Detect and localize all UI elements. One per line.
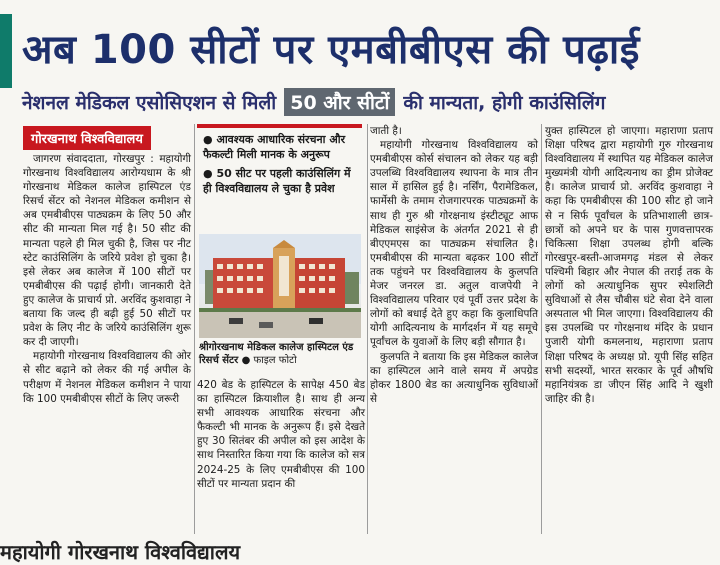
subheadline-before: नेशनल मेडिकल एसोसिएशन से मिली (22, 92, 277, 114)
paragraph: जाती है। (370, 125, 402, 137)
photo-credit: ● फाइल फोटो (241, 355, 297, 366)
column-3 (370, 124, 538, 406)
paragraph: कुलपति ने बताया कि इस मेडिकल कालेज का हास्पिटल आने वाले समय में अपग्रेड होकर 1800 बेड का अत्याधुनिक सुविधाओं से (370, 350, 538, 405)
paragraph: महायोगी गोरखनाथ विश्वविद्यालय की ओर से सीट बढ़ाने को लेकर की गई अपील के परीक्षण में नेशनल मेडिकल कमीशन ने पाया कि 100 एमबीबीएस सीटों के लिए जरूरी (23, 350, 191, 405)
college-photo (199, 234, 361, 338)
highlight-point: ● आवश्यक आधारिक संरचना और फैकल्टी मिली मानक के अनुरूप (203, 133, 346, 161)
headline: अब 100 सीटों पर एमबीबीएस की पढ़ाई (22, 27, 640, 73)
subheadline (22, 88, 605, 116)
building-illustration (199, 234, 361, 338)
subheadline-after: की मान्यता, होगी काउंसिलिंग (403, 92, 606, 114)
column-divider (194, 124, 195, 534)
photo-caption (199, 341, 364, 367)
paragraph: 420 बेड के हास्पिटल के सापेक्ष 450 बेड का हास्पिटल क्रियाशील है। साथ ही अन्य सभी आवश्यक आधारिक संरचना और फैकल्टी भी मानक के अनुरूप हैं। इसे देखते हुए 30 सितंबर की अपील को इस आदेश के साथ निस्तारित किया गया कि कालेज को सत्र 2024-25 के लिए एमबीबीएस की 100 सीटों पर मान्यता प्रदान की (197, 379, 365, 490)
highlights-box (197, 124, 362, 228)
next-article-heading-cutoff: महायोगी गोरखनाथ विश्वविद्यालय (0, 540, 241, 564)
caption-text: श्रीगोरखनाथ मेडिकल कालेज हास्पिटल एंड रिसर्च सेंटर (199, 342, 354, 366)
subheadline-highlight: 50 और सीटों (284, 88, 395, 116)
paragraph: जागरण संवाददाता, गोरखपुर : महायोगी गोरखनाथ विश्वविद्यालय आरोग्यधाम के श्री गोरखनाथ मेडिकल कालेज हास्पिटल एंड रिसर्च सेंटर को नेशनल मेडिकल कमीशन से अब एमबीबीएस पाठ्यक्रम के लिए 50 और सीट की मान्यता मिल गई है। 50 सीट की मान्यता पहले ही मिल चुकी है, जिस पर नीट स्टेट काउंसिलिंग के जरिये प्रवेश हो चुका है। इसे लेकर अब कालेज में 100 सीटों पर एमबीबीएस की पढ़ाई होगी। जानकारी देते हुए कालेज के प्राचार्य प्रो. अरविंद कुशवाहा ने बताया कि जल्द ही बढ़ी हुई 50 सीटों पर प्रवेश के लिए नीट के जरिये काउंसिलिंग शुरू कर दी जाएगी। (23, 153, 191, 349)
paragraph: युक्त हास्पिटल हो जाएगा। महाराणा प्रताप शिक्षा परिषद द्वारा महायोगी गुरु गोरखनाथ विश्वविद्यालय में स्थापित यह मेडिकल कालेज मुख्यमंत्री योगी आदित्यनाथ का ड्रीम प्रोजेक्ट है। कालेज प्राचार्य प्रो. अरविंद कुशवाहा ने कहा कि एमबीबीएस की 100 सीट हो जाने से न सिर्फ पूर्वांचल के प्रतिभाशाली छात्र-छात्रों को अपने घर के पास गुणवत्तापरक चिकित्सा शिक्षा उपलब्ध होगी बल्कि गोरखपुर-बस्ती-आजमगढ़ मंडल से लेकर पश्चिमी बिहार और नेपाल की तराई तक के लोगों को अत्याधुनिक सुपर स्पेशलिटी सुविधाओं से लैस चौबीस घंटे सेवा देने वाला अस्पताल भी मिल जाएगा। विश्वविद्यालय की इस उपलब्धि पर गोरक्षनाथ मंदिर के प्रधान पुजारी योगी कमलनाथ, महाराणा प्रताप शिक्षा परिषद के अध्यक्ष प्रो. यूपी सिंह सहित सभी सदस्यों, भारत सरकार के पूर्व औषधि महानियंत्रक डा जीएन सिंह आदि ने खुशी जाहिर की है। (545, 125, 713, 405)
paragraph: महायोगी गोरखनाथ विश्वविद्यालय को एमबीबीएस कोर्स संचालन को लेकर यह बड़ी उपलब्धि विश्वविद्यालय स्थापना के मात्र तीन साल में हासिल हुई है। नर्सिंग, पैरामेडिकल, फार्मेसी के तमाम रोजगारपरक पाठ्यक्रमों के साथ ही गुरु श्री गोरक्षनाथ इंस्टीट्यूट आफ मेडिकल साइंसेज के अंतर्गत 2021 से ही बीएएमएस का पाठ्यक्रम संचालित है। एमबीबीएस की मान्यता बढ़कर 100 सीटों तक पहुंचने पर विश्वविद्यालय के कुलपति मेजर जनरल डा. अतुल वाजपेयी ने विश्वविद्यालय परिवार एवं पूर्वी उत्तर प्रदेश के लोगों को बधाई देते हुए कहा कि कुलाधिपति योगी आदित्यनाथ के मार्गदर्शन में यह समूचे पूर्वांचल के युवाओं के लिए बड़ी सौगात है। (370, 139, 538, 349)
column-1 (23, 152, 191, 406)
column-divider (541, 124, 542, 534)
column-2 (197, 378, 365, 491)
column-4 (545, 124, 713, 406)
section-badge: गोरखनाथ विश्वविद्यालय (23, 126, 151, 150)
column-divider (367, 124, 368, 534)
highlight-point: ● 50 सीट पर पहली काउंसिलिंग में ही विश्वविद्यालय ले चुका है प्रवेश (203, 167, 351, 195)
left-accent-bar (0, 14, 12, 88)
